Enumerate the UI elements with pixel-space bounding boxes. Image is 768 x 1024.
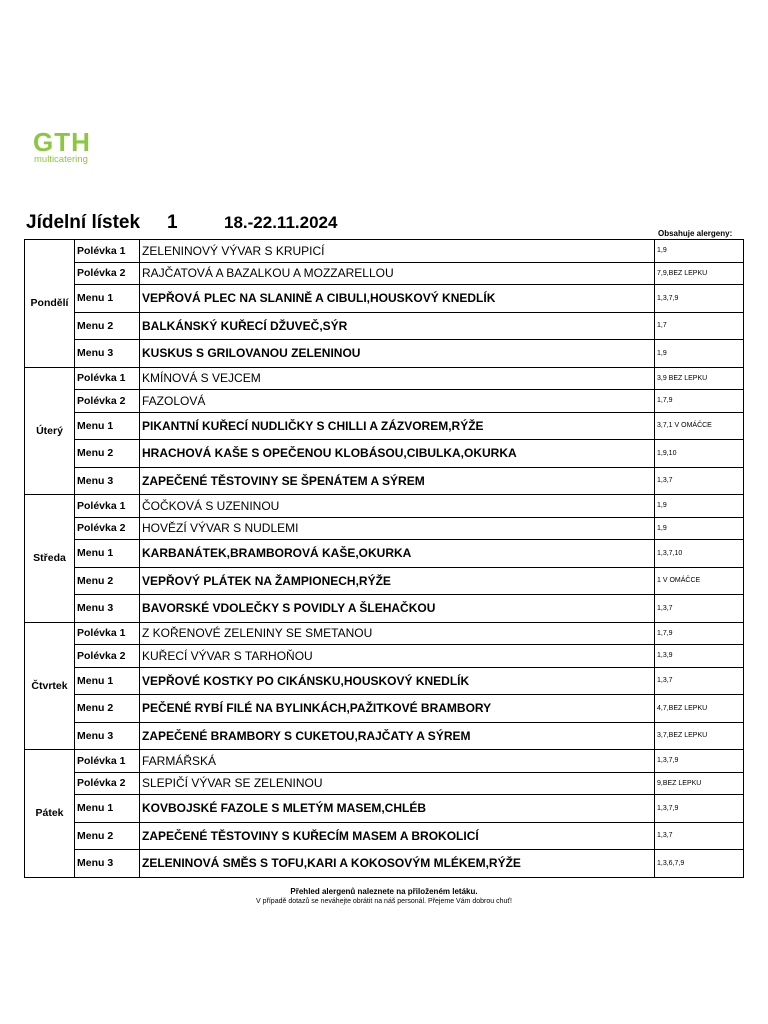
meal-type: Menu 2 [75, 822, 140, 850]
allergen-codes: 1,9 [655, 240, 744, 263]
meal-type: Polévka 1 [75, 367, 140, 390]
logo-mark: GTH [33, 127, 91, 157]
footer-allergen-note: Přehled alergenů naleznete na přiloženém letáku. [290, 887, 478, 896]
allergen-codes: 1,7,9 [655, 390, 744, 413]
allergen-codes: 3,9 BEZ LEPKU [655, 367, 744, 390]
allergen-codes: 1,3,7 [655, 822, 744, 850]
dish-name: KOVBOJSKÉ FAZOLE S MLETÝM MASEM,CHLÉB [140, 795, 655, 823]
meal-type: Menu 3 [75, 850, 140, 878]
day-name: Pondělí [25, 240, 75, 368]
dish-name: KARBANÁTEK,BRAMBOROVÁ KAŠE,OKURKA [140, 540, 655, 568]
allergen-codes: 1,3,7,9 [655, 285, 744, 313]
menu-row [25, 262, 744, 285]
meal-type: Menu 2 [75, 695, 140, 723]
meal-type: Polévka 2 [75, 645, 140, 668]
allergen-codes: 1,9 [655, 495, 744, 518]
dish-name: KUŘECÍ VÝVAR S TARHOŇOU [140, 645, 655, 668]
dish-name: BALKÁNSKÝ KUŘECÍ DŽUVEČ,SÝR [140, 312, 655, 340]
menu-row [25, 367, 744, 390]
meal-type: Polévka 2 [75, 517, 140, 540]
meal-type: Menu 2 [75, 312, 140, 340]
meal-type: Polévka 1 [75, 750, 140, 773]
dish-name: VEPŘOVÁ PLEC NA SLANINĚ A CIBULI,HOUSKOVÝ KNEDLÍK [140, 285, 655, 313]
meal-type: Menu 1 [75, 667, 140, 695]
dish-name: ČOČKOVÁ S UZENINOU [140, 495, 655, 518]
meal-type: Menu 1 [75, 412, 140, 440]
dish-name: BAVORSKÉ VDOLEČKY S POVIDLY A ŠLEHAČKOU [140, 595, 655, 623]
dish-name: HOVĚZÍ VÝVAR S NUDLEMI [140, 517, 655, 540]
day-name: Středa [25, 495, 75, 623]
dish-name: ZAPEČENÉ TĚSTOVINY S KUŘECÍM MASEM A BROKOLICÍ [140, 822, 655, 850]
dish-name: PEČENÉ RYBÍ FILÉ NA BYLINKÁCH,PAŽITKOVÉ BRAMBORY [140, 695, 655, 723]
meal-type: Polévka 1 [75, 240, 140, 263]
meal-type: Menu 1 [75, 795, 140, 823]
dish-name: KMÍNOVÁ S VEJCEM [140, 367, 655, 390]
footer [0, 887, 768, 906]
allergen-codes: 1,9 [655, 517, 744, 540]
menu-row [25, 750, 744, 773]
dish-name: ZELENINOVÝ VÝVAR S KRUPICÍ [140, 240, 655, 263]
meal-type: Menu 1 [75, 285, 140, 313]
allergen-codes: 1,7,9 [655, 622, 744, 645]
menu-row [25, 517, 744, 540]
menu-row [25, 595, 744, 623]
dish-name: Z KOŘENOVÉ ZELENINY SE SMETANOU [140, 622, 655, 645]
allergen-codes: 1,3,9 [655, 645, 744, 668]
day-name: Úterý [25, 367, 75, 495]
allergen-codes: 1,3,7,9 [655, 795, 744, 823]
menu-row [25, 540, 744, 568]
menu-row [25, 240, 744, 263]
allergen-codes: 1 V OMÁČCE [655, 567, 744, 595]
menu-row [25, 795, 744, 823]
menu-row [25, 645, 744, 668]
dish-name: VEPŘOVÉ KOSTKY PO CIKÁNSKU,HOUSKOVÝ KNEDLÍK [140, 667, 655, 695]
allergen-codes: 1,3,7 [655, 595, 744, 623]
menu-row [25, 312, 744, 340]
footer-contact-note: V případě dotazů se neváhejte obrátit na náš personál. Přejeme Vám dobrou chuť! [256, 898, 512, 905]
allergen-codes: 9,BEZ LEPKU [655, 772, 744, 795]
meal-type: Menu 1 [75, 540, 140, 568]
allergen-codes: 1,9,10 [655, 440, 744, 468]
dish-name: HRACHOVÁ KAŠE S OPEČENOU KLOBÁSOU,CIBULKA,OKURKA [140, 440, 655, 468]
meal-type: Menu 3 [75, 340, 140, 368]
day-name: Pátek [25, 750, 75, 878]
menu-row [25, 495, 744, 518]
dish-name: FAZOLOVÁ [140, 390, 655, 413]
menu-number: 1 [167, 212, 178, 233]
allergen-codes: 7,9,BEZ LEPKU [655, 262, 744, 285]
menu-row [25, 467, 744, 495]
allergen-codes: 1,3,7 [655, 667, 744, 695]
dish-name: ZELENINOVÁ SMĚS S TOFU,KARI A KOKOSOVÝM MLÉKEM,RÝŽE [140, 850, 655, 878]
allergen-codes: 1,9 [655, 340, 744, 368]
menu-row [25, 285, 744, 313]
menu-row [25, 822, 744, 850]
meal-type: Menu 2 [75, 440, 140, 468]
meal-type: Menu 3 [75, 467, 140, 495]
day-name: Čtvrtek [25, 622, 75, 750]
menu-row [25, 440, 744, 468]
allergen-codes: 1,3,7,9 [655, 750, 744, 773]
allergen-codes: 1,3,6,7,9 [655, 850, 744, 878]
dish-name: PIKANTNÍ KUŘECÍ NUDLIČKY S CHILLI A ZÁZVOREM,RÝŽE [140, 412, 655, 440]
allergen-codes: 3,7,BEZ LEPKU [655, 722, 744, 750]
meal-type: Menu 2 [75, 567, 140, 595]
logo-subtitle: multicatering [34, 154, 88, 165]
menu-row [25, 850, 744, 878]
allergen-codes: 1,3,7,10 [655, 540, 744, 568]
allergen-codes: 1,3,7 [655, 467, 744, 495]
menu-row [25, 390, 744, 413]
dish-name: ZAPEČENÉ BRAMBORY S CUKETOU,RAJČATY A SÝREM [140, 722, 655, 750]
page-title: Jídelní lístek [26, 212, 141, 233]
dish-name: RAJČATOVÁ A BAZALKOU A MOZZARELLOU [140, 262, 655, 285]
meal-type: Menu 3 [75, 722, 140, 750]
date-range: 18.-22.11.2024 [224, 213, 338, 232]
menu-row [25, 722, 744, 750]
meal-type: Polévka 2 [75, 772, 140, 795]
meal-type: Menu 3 [75, 595, 140, 623]
meal-type: Polévka 1 [75, 622, 140, 645]
dish-name: VEPŘOVÝ PLÁTEK NA ŽAMPIONECH,RÝŽE [140, 567, 655, 595]
menu-row [25, 695, 744, 723]
dish-name: KUSKUS S GRILOVANOU ZELENINOU [140, 340, 655, 368]
allergen-column-header: Obsahuje alergeny: [658, 229, 733, 238]
company-logo [33, 127, 113, 165]
menu-row [25, 412, 744, 440]
menu-row [25, 567, 744, 595]
menu-table [24, 239, 744, 878]
menu-row [25, 667, 744, 695]
meal-type: Polévka 2 [75, 390, 140, 413]
dish-name: ZAPEČENÉ TĚSTOVINY SE ŠPENÁTEM A SÝREM [140, 467, 655, 495]
meal-type: Polévka 1 [75, 495, 140, 518]
dish-name: FARMÁŘSKÁ [140, 750, 655, 773]
allergen-codes: 1,7 [655, 312, 744, 340]
allergen-codes: 3,7,1 V OMÁČCE [655, 412, 744, 440]
menu-row [25, 340, 744, 368]
menu-row [25, 772, 744, 795]
allergen-codes: 4,7,BEZ LEPKU [655, 695, 744, 723]
meal-type: Polévka 2 [75, 262, 140, 285]
dish-name: SLEPIČÍ VÝVAR SE ZELENINOU [140, 772, 655, 795]
menu-row [25, 622, 744, 645]
